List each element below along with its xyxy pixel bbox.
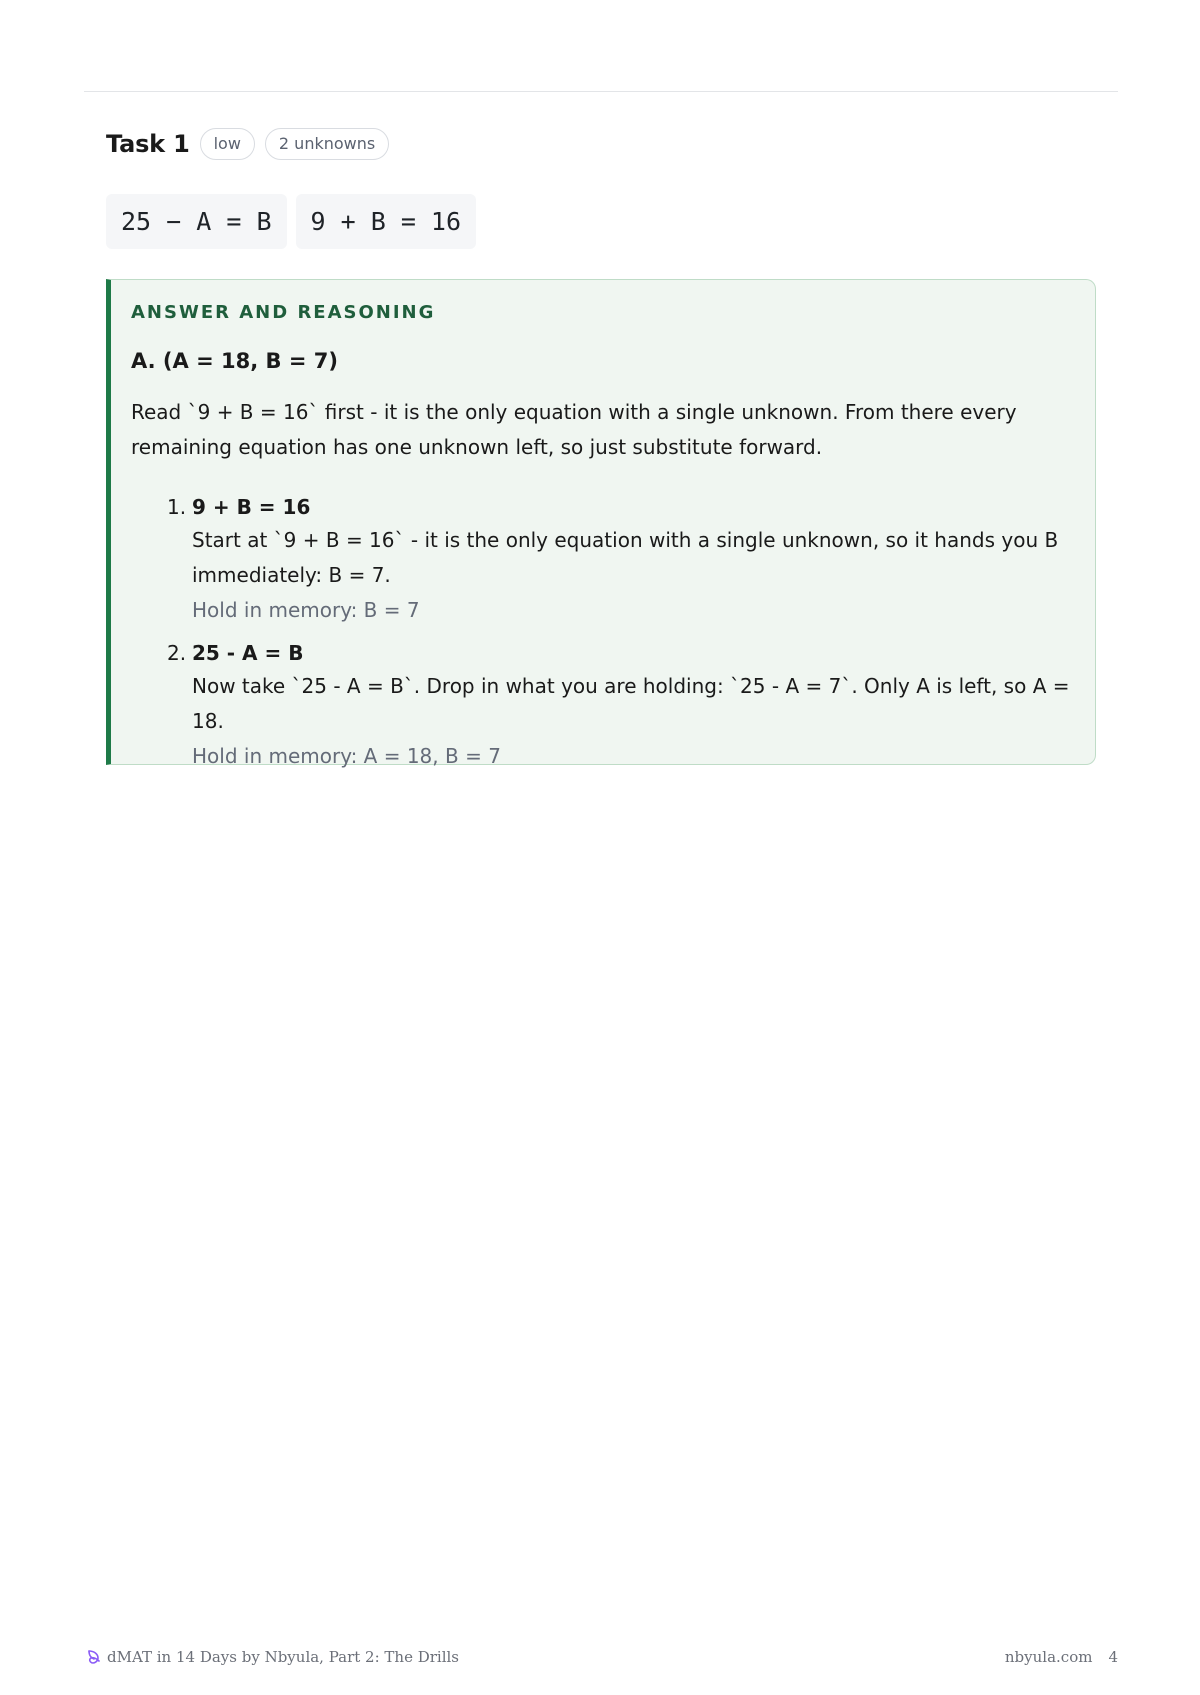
unknowns-badge: 2 unknowns xyxy=(265,128,389,160)
step-body: Now take `25 - A = B`. Drop in what you are holding: `25 - A = 7`. Only A is left, so A = 18. xyxy=(192,674,1070,733)
page-number: 4 xyxy=(1108,1648,1118,1666)
step-item xyxy=(131,637,1075,774)
answer-intro: Read `9 + B = 16` first - it is the only equation with a single unknown. From there every remaining equation has one unknown left, so just substitute forward. xyxy=(131,400,1017,459)
answer-heading: ANSWER AND REASONING xyxy=(131,302,436,323)
task-header xyxy=(106,128,389,160)
footer-left xyxy=(86,1648,459,1666)
step-item xyxy=(131,491,1075,628)
top-divider xyxy=(84,91,1118,92)
equation-1: 25 − A = B xyxy=(106,194,287,249)
answer-panel xyxy=(106,279,1096,768)
step-memory: Hold in memory: A = 18, B = 7 xyxy=(192,744,501,768)
equation-list xyxy=(106,194,476,249)
step-number: 1. xyxy=(167,495,187,519)
step-body: Start at `9 + B = 16` - it is the only equation with a single unknown, so it hands you B immediately: B = 7. xyxy=(192,528,1059,587)
equation-2: 9 + B = 16 xyxy=(296,194,477,249)
step-title: 25 - A = B xyxy=(192,641,304,665)
footer-title: dMAT in 14 Days by Nbyula, Part 2: The Drills xyxy=(107,1648,460,1666)
step-list xyxy=(131,491,1075,774)
footer-right xyxy=(1005,1648,1118,1666)
nbyula-logo-icon xyxy=(86,1649,102,1665)
step-number: 2. xyxy=(167,641,187,665)
difficulty-badge: low xyxy=(200,128,255,160)
step-memory: Hold in memory: B = 7 xyxy=(192,598,420,622)
step-title: 9 + B = 16 xyxy=(192,495,311,519)
task-title: Task 1 xyxy=(106,130,190,158)
footer-site: nbyula.com xyxy=(1004,1648,1093,1666)
answer-result: A. (A = 18, B = 7) xyxy=(131,349,338,373)
